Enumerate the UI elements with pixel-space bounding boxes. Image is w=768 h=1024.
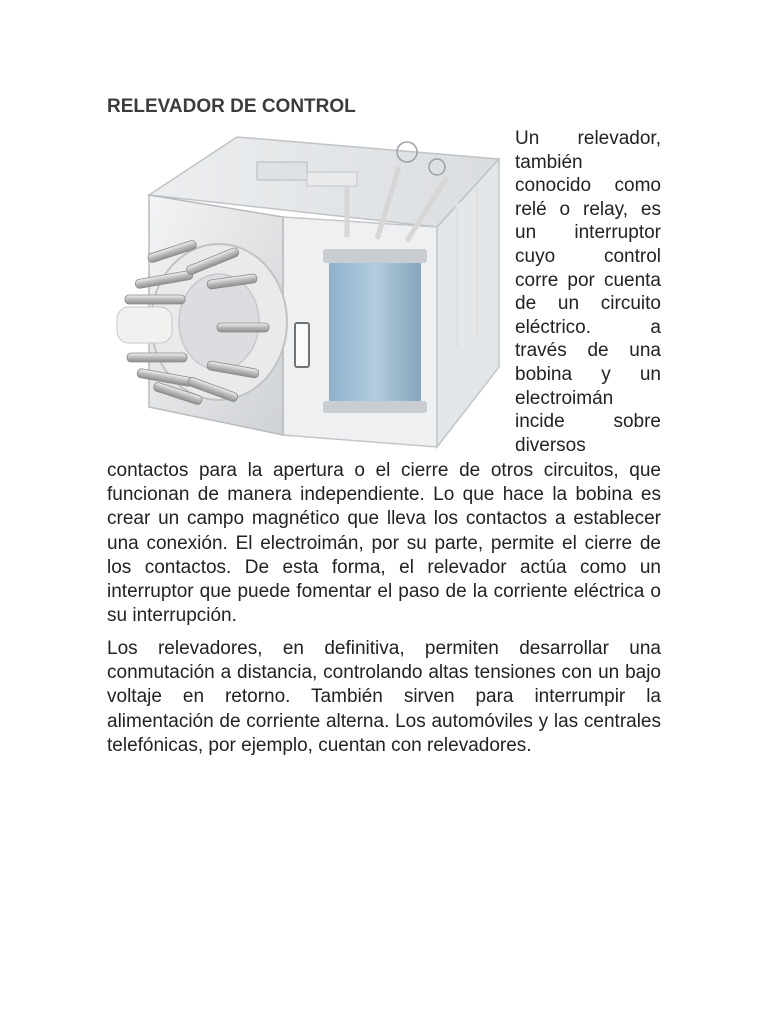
text-line: corre por cuenta — [515, 269, 661, 291]
text-line: relé o relay, es — [515, 198, 661, 220]
text-line: través de una — [515, 340, 661, 362]
text-line: incide sobre — [515, 411, 661, 433]
text-line: bobina y un — [515, 363, 661, 385]
text-line: Un relevador, — [515, 128, 661, 149]
text-line: de un circuito — [515, 293, 661, 315]
document-title: RELEVADOR DE CONTROL — [107, 96, 356, 117]
text-line: electroimán — [515, 387, 614, 409]
relay-photo — [107, 117, 507, 457]
wrapped-text-column — [515, 127, 661, 457]
text-line: también — [515, 151, 583, 173]
text-line: un interruptor — [515, 222, 661, 244]
text-line: cuyo control — [515, 245, 661, 267]
paragraph-1-continuation: contactos para la apertura o el cierre de otros circuitos, que funcionan de manera independiente. Lo que hace la bobina es crear un campo magnético que lleva los contactos a establecer una conexión. El electroimán, por su parte, permite el cierre de los contactos. De esta forma, el relevador actúa como un interruptor que puede fomentar el paso de la corriente eléctrica o su interrupción. — [107, 460, 661, 627]
text-line: diversos — [515, 434, 586, 456]
text-line: eléctrico. a — [515, 316, 661, 338]
text-line: conocido como — [515, 175, 661, 197]
paragraph-2: Los relevadores, en definitiva, permiten desarrollar una conmutación a distancia, controlando altas tensiones con un bajo voltaje en retorno. También sirven para interrumpir la alimentación de corriente alterna. Los automóviles y las centrales telefónicas, por ejemplo, cuentan con relevadores. — [107, 638, 661, 756]
